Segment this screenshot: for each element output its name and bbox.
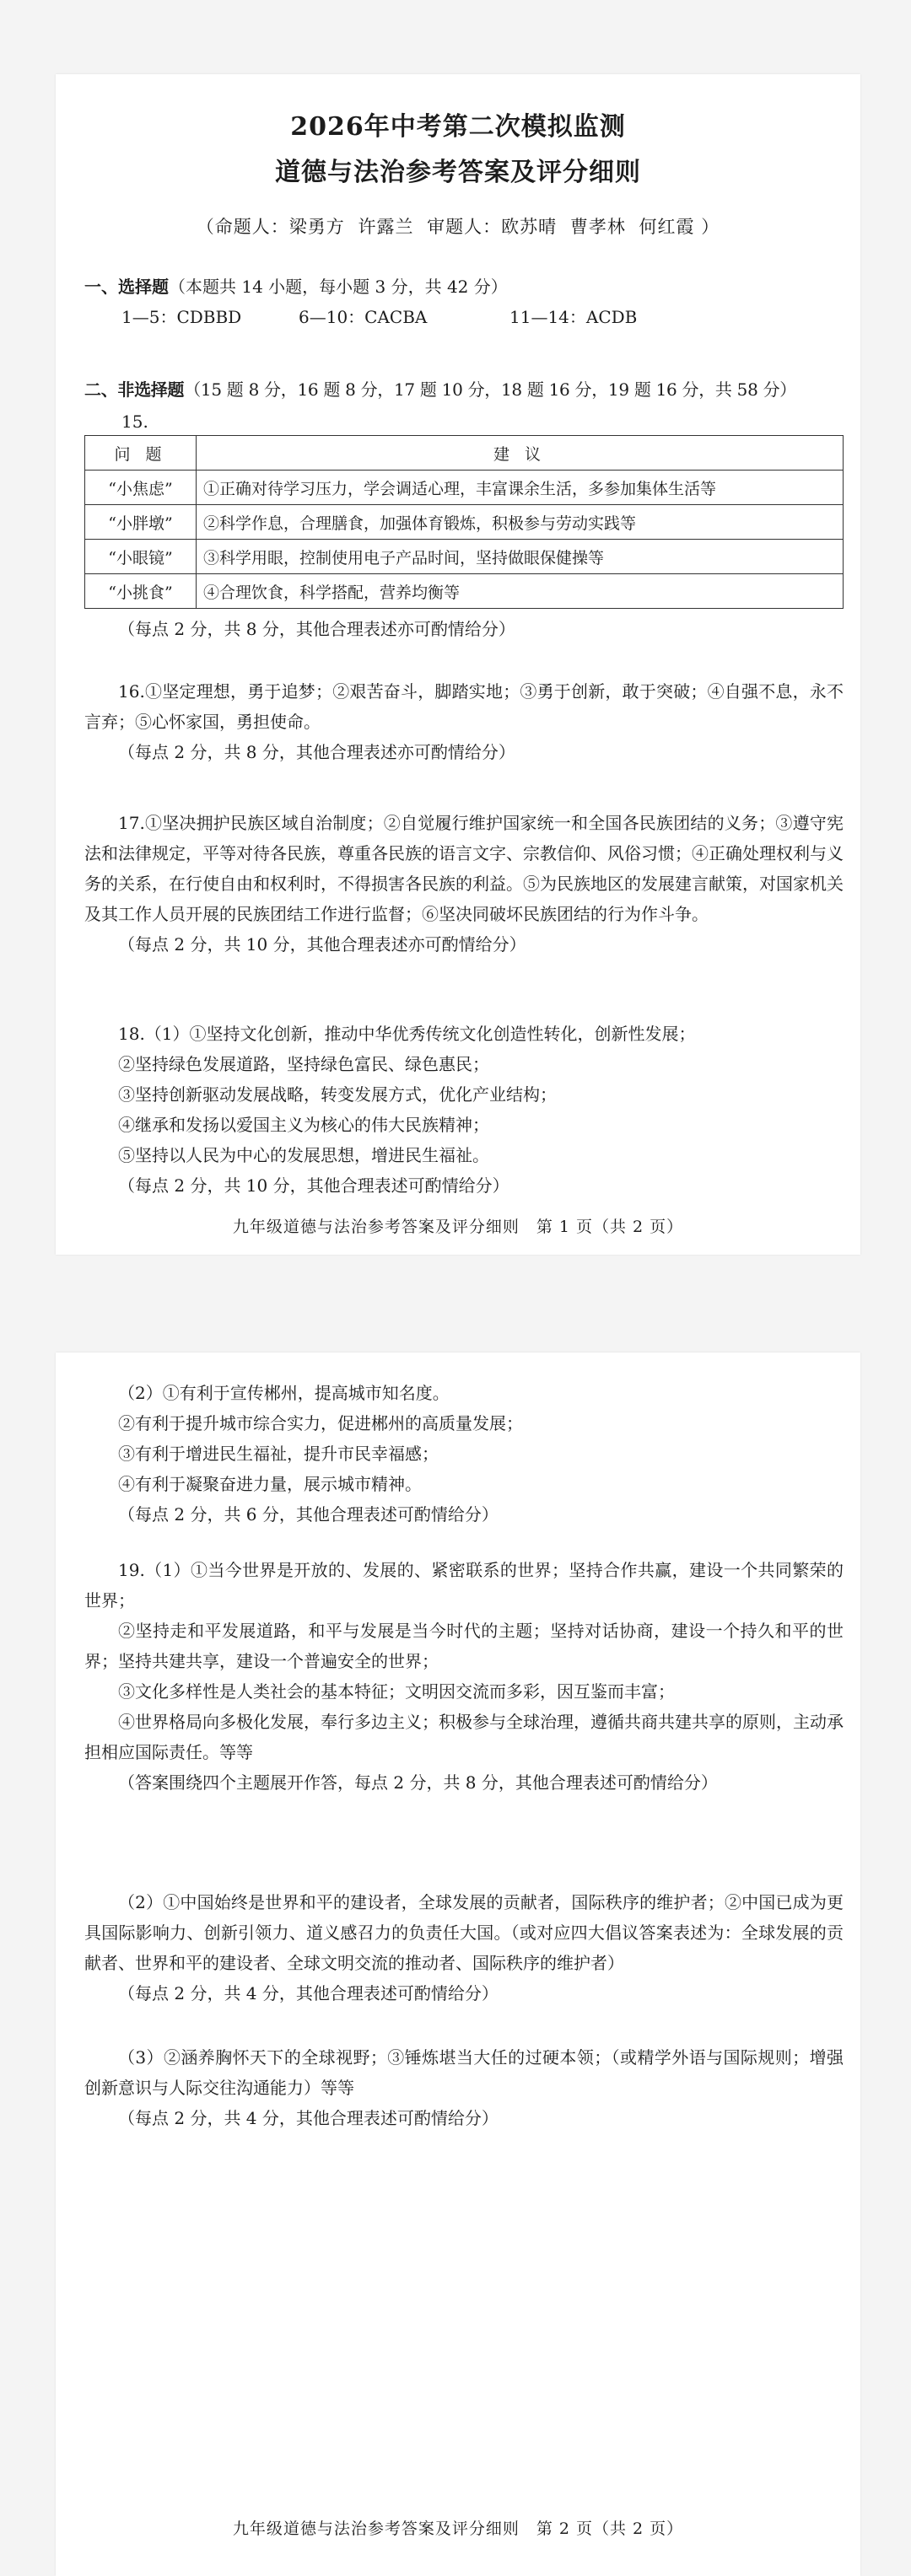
- author-item: 审题人：欧苏晴: [427, 217, 558, 237]
- answer-sheet-page-2: [56, 1353, 860, 2576]
- section1-heading: 一、选择题: [84, 277, 169, 297]
- q18-line: ⑤坚持以人民为中心的发展思想，增进民生福祉。: [118, 1145, 489, 1165]
- table-cell-problem: “小胖墩”: [85, 505, 197, 540]
- table-row: [85, 540, 844, 574]
- q18-line: ③坚持创新驱动发展战略，转变发展方式，优化产业结构；: [118, 1084, 557, 1105]
- page-footer: 九年级道德与法治参考答案及评分细则 第 1 页（共 2 页）: [232, 1218, 684, 1236]
- authors-line: [56, 213, 860, 239]
- q18-line: ③有利于增进民生福祉，提升市民幸福感；: [118, 1444, 439, 1464]
- q17-block: [84, 808, 844, 960]
- q19-answer: ②坚持走和平发展道路，和平与发展是当今时代的主题；坚持对话协商，建设一个持久和平的世界；坚持共建共享，建设一个普遍安全的世界；: [84, 1621, 844, 1671]
- table-cell-problem: “小焦虑”: [85, 471, 197, 505]
- score-note: （每点 2 分，共 10 分，其他合理表述亦可酌情给分）: [118, 934, 526, 955]
- q18-1-block: [84, 1019, 844, 1201]
- q19-3-block: [84, 2042, 844, 2133]
- q15-number: 15.: [121, 411, 148, 432]
- author-item: 许露兰: [358, 217, 414, 237]
- score-note: （每点 2 分，共 8 分，其他合理表述亦可酌情给分）: [118, 742, 515, 762]
- q18-line: 18.（1）①坚持文化创新，推动中华优秀传统文化创造性转化，创新性发展；: [118, 1024, 696, 1044]
- mc-answer-group: 6—10：CACBA: [299, 307, 428, 327]
- exam-subtitle: 道德与法治参考答案及评分细则: [275, 158, 641, 187]
- q19-answer: ④世界格局向多极化发展，奉行多边主义；积极参与全球治理，遵循共商共建共享的原则，主动承担相应国际责任。等等: [84, 1712, 844, 1762]
- q16-answer: 16.①坚定理想，勇于追梦；②艰苦奋斗，脚踏实地；③勇于创新，敢于突破；④自强不息，永不言弃；⑤心怀家国，勇担使命。: [84, 681, 844, 732]
- q15-table: [84, 435, 844, 609]
- table-header: 建 议: [197, 436, 844, 471]
- table-cell-problem: “小挑食”: [85, 574, 197, 609]
- section1-heading-line: [84, 272, 844, 301]
- score-note: （每点 2 分，共 4 分，其他合理表述可酌情给分）: [118, 1983, 499, 2003]
- q18-line: ④有利于凝聚奋进力量，展示城市精神。: [118, 1474, 422, 1494]
- q18-line: ②坚持绿色发展道路，坚持绿色富民、绿色惠民；: [118, 1054, 489, 1074]
- q16-block: [84, 676, 844, 767]
- q18-line: （2）①有利于宣传郴州，提高城市知名度。: [118, 1383, 450, 1403]
- q19-answer: ③文化多样性是人类社会的基本特征；文明因交流而多彩，因互鉴而丰富；: [118, 1681, 675, 1702]
- mc-answer-group: 11—14：ACDB: [509, 307, 638, 327]
- table-row: [85, 574, 844, 609]
- author-item: （命题人：梁勇方: [196, 217, 345, 237]
- section1-note: （本题共 14 小题，每小题 3 分，共 42 分）: [169, 277, 508, 297]
- score-note: （每点 2 分，共 4 分，其他合理表述可酌情给分）: [118, 2108, 499, 2128]
- q15-score: [84, 614, 844, 644]
- section2-heading: 二、非选择题: [84, 379, 185, 400]
- q19-answer: （3）②涵养胸怀天下的全球视野；③锤炼堪当大任的过硬本领；（或精学外语与国际规则；增强创新意识与人际交往沟通能力）等等: [84, 2047, 844, 2098]
- table-cell-suggestion: ④合理饮食，科学搭配，营养均衡等: [197, 574, 844, 609]
- table-row: [85, 505, 844, 540]
- section2-heading-line: [84, 375, 844, 404]
- answer-sheet-page-1: [56, 74, 860, 1255]
- exam-title: 2026年中考第二次模拟监测: [290, 112, 626, 142]
- table-cell-suggestion: ③科学用眼，控制使用电子产品时间，坚持做眼保健操等: [197, 540, 844, 574]
- score-note: （每点 2 分，共 10 分，其他合理表述可酌情给分）: [118, 1175, 509, 1196]
- table-cell-problem: “小眼镜”: [85, 540, 197, 574]
- score-note: （答案围绕四个主题展开作答，每点 2 分，共 8 分，其他合理表述可酌情给分）: [118, 1772, 718, 1793]
- author-item: 曹孝林: [569, 217, 626, 237]
- mc-answers: [121, 303, 881, 331]
- table-cell-suggestion: ②科学作息，合理膳食，加强体育锻炼，积极参与劳动实践等: [197, 505, 844, 540]
- q19-2-block: [84, 1887, 844, 2009]
- section2-note: （15 题 8 分，16 题 8 分，17 题 10 分，18 题 16 分，19 题 16 分，共 58 分）: [184, 379, 796, 400]
- q18-line: ②有利于提升城市综合实力，促进郴州的高质量发展；: [118, 1413, 523, 1433]
- table-header: 问 题: [85, 436, 197, 471]
- table-cell-suggestion: ①正确对待学习压力，学会调适心理，丰富课余生活，多参加集体生活等: [197, 471, 844, 505]
- q19-1-block: [84, 1555, 844, 1798]
- page-footer: 九年级道德与法治参考答案及评分细则 第 2 页（共 2 页）: [232, 2520, 684, 2538]
- score-note: （每点 2 分，共 8 分，其他合理表述亦可酌情给分）: [118, 619, 515, 639]
- score-note: （每点 2 分，共 6 分，其他合理表述可酌情给分）: [118, 1504, 499, 1525]
- q18-2-block: [84, 1378, 844, 1530]
- table-header-row: [85, 436, 844, 471]
- q19-answer: 19.（1）①当今世界是开放的、发展的、紧密联系的世界；坚持合作共赢，建设一个共同繁荣的世界；: [84, 1560, 844, 1611]
- mc-answer-group: 1—5：CDBBD: [121, 307, 242, 327]
- q17-answer: 17.①坚决拥护民族区域自治制度；②自觉履行维护国家统一和全国各民族团结的义务；③遵守宪法和法律规定，平等对待各民族，尊重各民族的语言文字、宗教信仰、风俗习惯；④正确处理权利与义务的关系，在行使自由和权利时，不得损害各民族的利益。⑤为民族地区的发展建言献策，对国家机关及其工作人员开展的民族团结工作进行监督；⑥坚决同破坏民族团结的行为作斗争。: [84, 813, 844, 924]
- author-item: 何红霞 ）: [639, 217, 720, 237]
- table-row: [85, 471, 844, 505]
- q18-line: ④继承和发扬以爱国主义为核心的伟大民族精神；: [118, 1115, 489, 1135]
- q19-answer: （2）①中国始终是世界和平的建设者，全球发展的贡献者，国际秩序的维护者；②中国已成为更具国际影响力、创新引领力、道义感召力的负责任大国。（或对应四大倡议答案表述为：全球发展的贡献者、世界和平的建设者、全球文明交流的推动者、国际秩序的维护者）: [84, 1892, 844, 1973]
